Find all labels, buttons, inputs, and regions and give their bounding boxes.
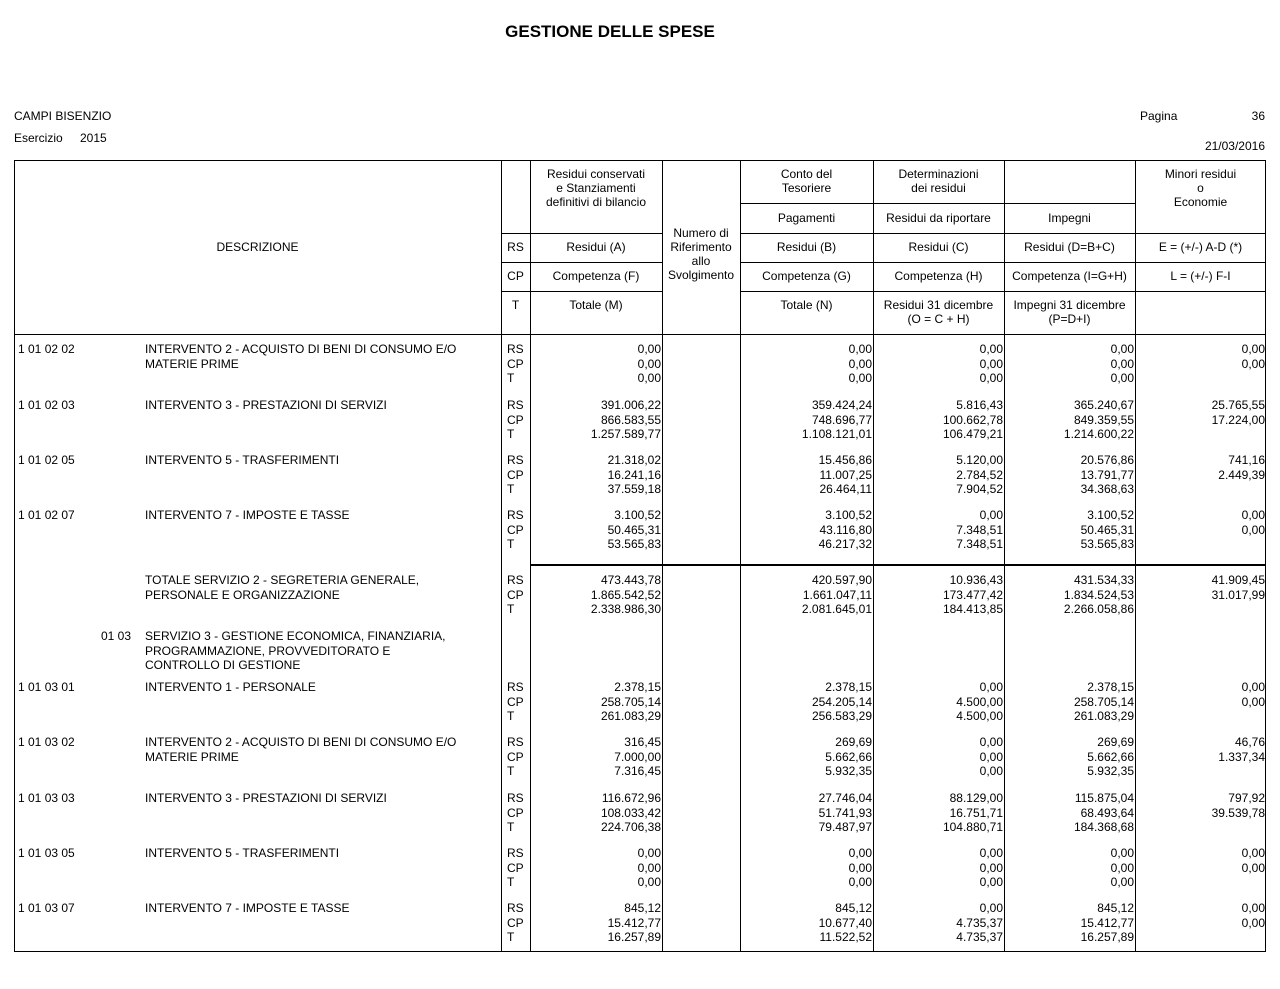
header-col-a-rs: Residui (A)	[566, 240, 626, 254]
header-col-c-sub: Residui da riportare	[886, 211, 991, 225]
header-divider	[740, 291, 1266, 292]
row-col-d: 2.378,15 258.705,14 261.083,29	[1073, 680, 1134, 723]
row-col-a: 116.672,96 108.033,42 224.706,38	[600, 791, 661, 834]
report-date: 21/03/2016	[1204, 139, 1265, 153]
row-col-c: 0,00 0,00 0,00	[979, 342, 1003, 385]
row-col-c: 10.936,43 173.477,42 184.413,85	[942, 573, 1003, 616]
header-col-b-sub: Pagamenti	[777, 211, 836, 225]
row-description: INTERVENTO 3 - PRESTAZIONI DI SERVIZI	[145, 791, 387, 805]
row-code: 1 01 03 05	[18, 846, 75, 860]
row-col-d: 431.534,33 1.834.524,53 2.266.058,86	[1063, 573, 1134, 616]
row-col-e: 0,00 0,00	[1241, 508, 1265, 537]
row-col-a: 21.318,02 16.241,16 37.559,18	[607, 453, 661, 496]
header-col-c-rs: Residui (C)	[908, 240, 969, 254]
row-col-d: 269,69 5.662,66 5.932,35	[1087, 735, 1134, 778]
row-code: 1 01 03 01	[18, 680, 75, 694]
page-title: GESTIONE DELLE SPESE	[505, 22, 715, 41]
row-types: RS CP T	[507, 342, 524, 385]
row-col-b: 420.597,90 1.661.047,11 2.081.645,01	[801, 573, 872, 616]
row-code: 1 01 02 02	[18, 342, 75, 356]
header-col-e-rs: E = (+/-) A-D (*)	[1158, 240, 1243, 254]
row-description: INTERVENTO 1 - PERSONALE	[145, 680, 316, 694]
row-types: RS CP T	[507, 398, 524, 441]
row-col-a: 845,12 15.412,77 16.257,89	[607, 901, 661, 944]
row-col-a: 473.443,78 1.865.542,52 2.338.986,30	[590, 573, 661, 616]
row-col-b: 269,69 5.662,66 5.932,35	[825, 735, 872, 778]
row-col-c: 0,00 7.348,51 7.348,51	[956, 508, 1003, 551]
row-col-b: 0,00 0,00 0,00	[848, 342, 872, 385]
row-col-a: 0,00 0,00 0,00	[637, 342, 661, 385]
header-bottom-line	[14, 334, 1266, 335]
header-col-d-rs: Residui (D=B+C)	[1024, 240, 1115, 254]
header-col-d-t: Impegni 31 dicembre (P=D+I)	[1013, 298, 1126, 326]
header-col-a-t: Totale (M)	[569, 298, 623, 312]
row-col-a: 2.378,15 258.705,14 261.083,29	[600, 680, 661, 723]
pagina-label: Pagina	[1140, 109, 1178, 123]
row-col-d: 845,12 15.412,77 16.257,89	[1080, 901, 1134, 944]
row-description: INTERVENTO 3 - PRESTAZIONI DI SERVIZI	[145, 398, 387, 412]
row-col-a: 391.006,22 866.583,55 1.257.589,77	[590, 398, 661, 441]
header-col-b-t: Totale (N)	[780, 298, 833, 312]
header-cp: CP	[507, 269, 524, 283]
row-types: RS CP T	[507, 791, 524, 834]
header-col-e-title: Minori residui o Economie	[1164, 167, 1237, 209]
row-col-d: 20.576,86 13.791,77 34.368,63	[1080, 453, 1134, 496]
row-col-e: 0,00 0,00	[1241, 680, 1265, 709]
header-col-c-cp: Competenza (H)	[894, 269, 983, 283]
header-col-b-rs: Residui (B)	[776, 240, 837, 254]
header-col-e-cp: L = (+/-) F-I	[1170, 269, 1231, 283]
row-col-b: 0,00 0,00 0,00	[848, 846, 872, 889]
row-col-a: 3.100,52 50.465,31 53.565,83	[607, 508, 661, 551]
row-col-e: 46,76 1.337,34	[1218, 735, 1265, 764]
row-types: RS CP T	[507, 735, 524, 778]
row-col-e: 0,00 0,00	[1241, 901, 1265, 930]
total-separator-line	[530, 564, 1266, 566]
row-col-b: 845,12 10.677,40 11.522,52	[818, 901, 872, 944]
row-description: INTERVENTO 5 - TRASFERIMENTI	[145, 846, 340, 860]
row-col-e: 25.765,55 17.224,00	[1211, 398, 1265, 427]
row-col-c: 88.129,00 16.751,71 104.880,71	[942, 791, 1003, 834]
header-divider	[501, 233, 662, 234]
page-number: 36	[1251, 109, 1265, 123]
header-divider	[740, 262, 1266, 263]
row-code: 1 01 03 03	[18, 791, 75, 805]
entity-name: CAMPI BISENZIO	[14, 109, 112, 123]
row-description: TOTALE SERVIZIO 2 - SEGRETERIA GENERALE, PERSONALE E ORGANIZZAZIONE	[145, 573, 420, 602]
row-types: RS CP T	[507, 573, 524, 616]
row-col-c: 5.120,00 2.784,52 7.904,52	[956, 453, 1003, 496]
row-code: 1 01 03 07	[18, 901, 75, 915]
row-col-d: 3.100,52 50.465,31 53.565,83	[1080, 508, 1134, 551]
header-divider	[501, 262, 662, 263]
row-col-c: 0,00 0,00 0,00	[979, 846, 1003, 889]
esercizio-label: Esercizio	[14, 131, 63, 145]
header-t: T	[511, 298, 520, 312]
row-col-b: 3.100,52 43.116,80 46.217,32	[818, 508, 872, 551]
row-col-e: 797,92 39.539,78	[1211, 791, 1265, 820]
row-description: INTERVENTO 2 - ACQUISTO DI BENI DI CONSUMO E/O MATERIE PRIME	[145, 735, 457, 764]
esercizio-year: 2015	[80, 131, 107, 145]
header-descrizione: DESCRIZIONE	[216, 240, 299, 254]
header-col-c-title: Determinazioni dei residui	[898, 167, 979, 195]
row-col-d: 115.875,04 68.493,64 184.368,68	[1073, 791, 1134, 834]
header-numero-riferimento: Numero di Riferimento allo Svolgimento	[667, 226, 735, 282]
header-col-b-title: Conto del Tesoriere	[780, 167, 833, 195]
row-code: 1 01 02 05	[18, 453, 75, 467]
row-col-c: 0,00 0,00 0,00	[979, 735, 1003, 778]
header-col-d-cp: Competenza (I=G+H)	[1012, 269, 1127, 283]
header-col-a-cp: Competenza (F)	[552, 269, 640, 283]
header-rs: RS	[507, 240, 524, 254]
row-col-d: 365.240,67 849.359,55 1.214.600,22	[1063, 398, 1134, 441]
row-description: INTERVENTO 5 - TRASFERIMENTI	[145, 453, 340, 467]
row-col-d: 0,00 0,00 0,00	[1110, 846, 1134, 889]
header-divider	[740, 233, 1266, 234]
row-types: RS CP T	[507, 508, 524, 551]
row-col-d: 0,00 0,00 0,00	[1110, 342, 1134, 385]
row-col-a: 316,45 7.000,00 7.316,45	[614, 735, 661, 778]
section-code: 01 03	[101, 629, 132, 643]
row-col-e: 0,00 0,00	[1241, 846, 1265, 875]
row-types: RS CP T	[507, 453, 524, 496]
row-col-e: 741,16 2.449,39	[1218, 453, 1265, 482]
header-col-d-sub: Impegni	[1048, 211, 1091, 225]
row-col-b: 27.746,04 51.741,93 79.487,97	[818, 791, 872, 834]
row-col-e: 0,00 0,00	[1241, 342, 1265, 371]
row-col-c: 5.816,43 100.662,78 106.479,21	[942, 398, 1003, 441]
header-col-a-title: Residui conservati e Stanziamenti definitivi di bilancio	[545, 167, 647, 209]
row-col-b: 2.378,15 254.205,14 256.583,29	[811, 680, 872, 723]
row-col-b: 359.424,24 748.696,77 1.108.121,01	[801, 398, 872, 441]
header-divider	[501, 291, 662, 292]
row-col-a: 0,00 0,00 0,00	[637, 846, 661, 889]
row-code: 1 01 02 03	[18, 398, 75, 412]
row-col-c: 0,00 4.735,37 4.735,37	[956, 901, 1003, 944]
row-description: INTERVENTO 2 - ACQUISTO DI BENI DI CONSUMO E/O MATERIE PRIME	[145, 342, 457, 371]
row-code: 1 01 03 02	[18, 735, 75, 749]
row-description: INTERVENTO 7 - IMPOSTE E TASSE	[145, 508, 350, 522]
row-types: RS CP T	[507, 846, 524, 889]
header-divider	[740, 203, 1135, 204]
section-description: SERVIZIO 3 - GESTIONE ECONOMICA, FINANZIARIA, PROGRAMMAZIONE, PROVVEDITORATO E CONTROLLO DI GESTIONE	[145, 629, 446, 672]
row-col-b: 15.456,86 11.007,25 26.464,11	[818, 453, 872, 496]
row-code: 1 01 02 07	[18, 508, 75, 522]
header-col-b-cp: Competenza (G)	[762, 269, 851, 283]
row-types: RS CP T	[507, 901, 524, 944]
header-col-c-t: Residui 31 dicembre (O = C + H)	[883, 298, 994, 326]
row-description: INTERVENTO 7 - IMPOSTE E TASSE	[145, 901, 350, 915]
row-col-e: 41.909,45 31.017,99	[1211, 573, 1265, 602]
row-col-c: 0,00 4.500,00 4.500,00	[956, 680, 1003, 723]
row-types: RS CP T	[507, 680, 524, 723]
